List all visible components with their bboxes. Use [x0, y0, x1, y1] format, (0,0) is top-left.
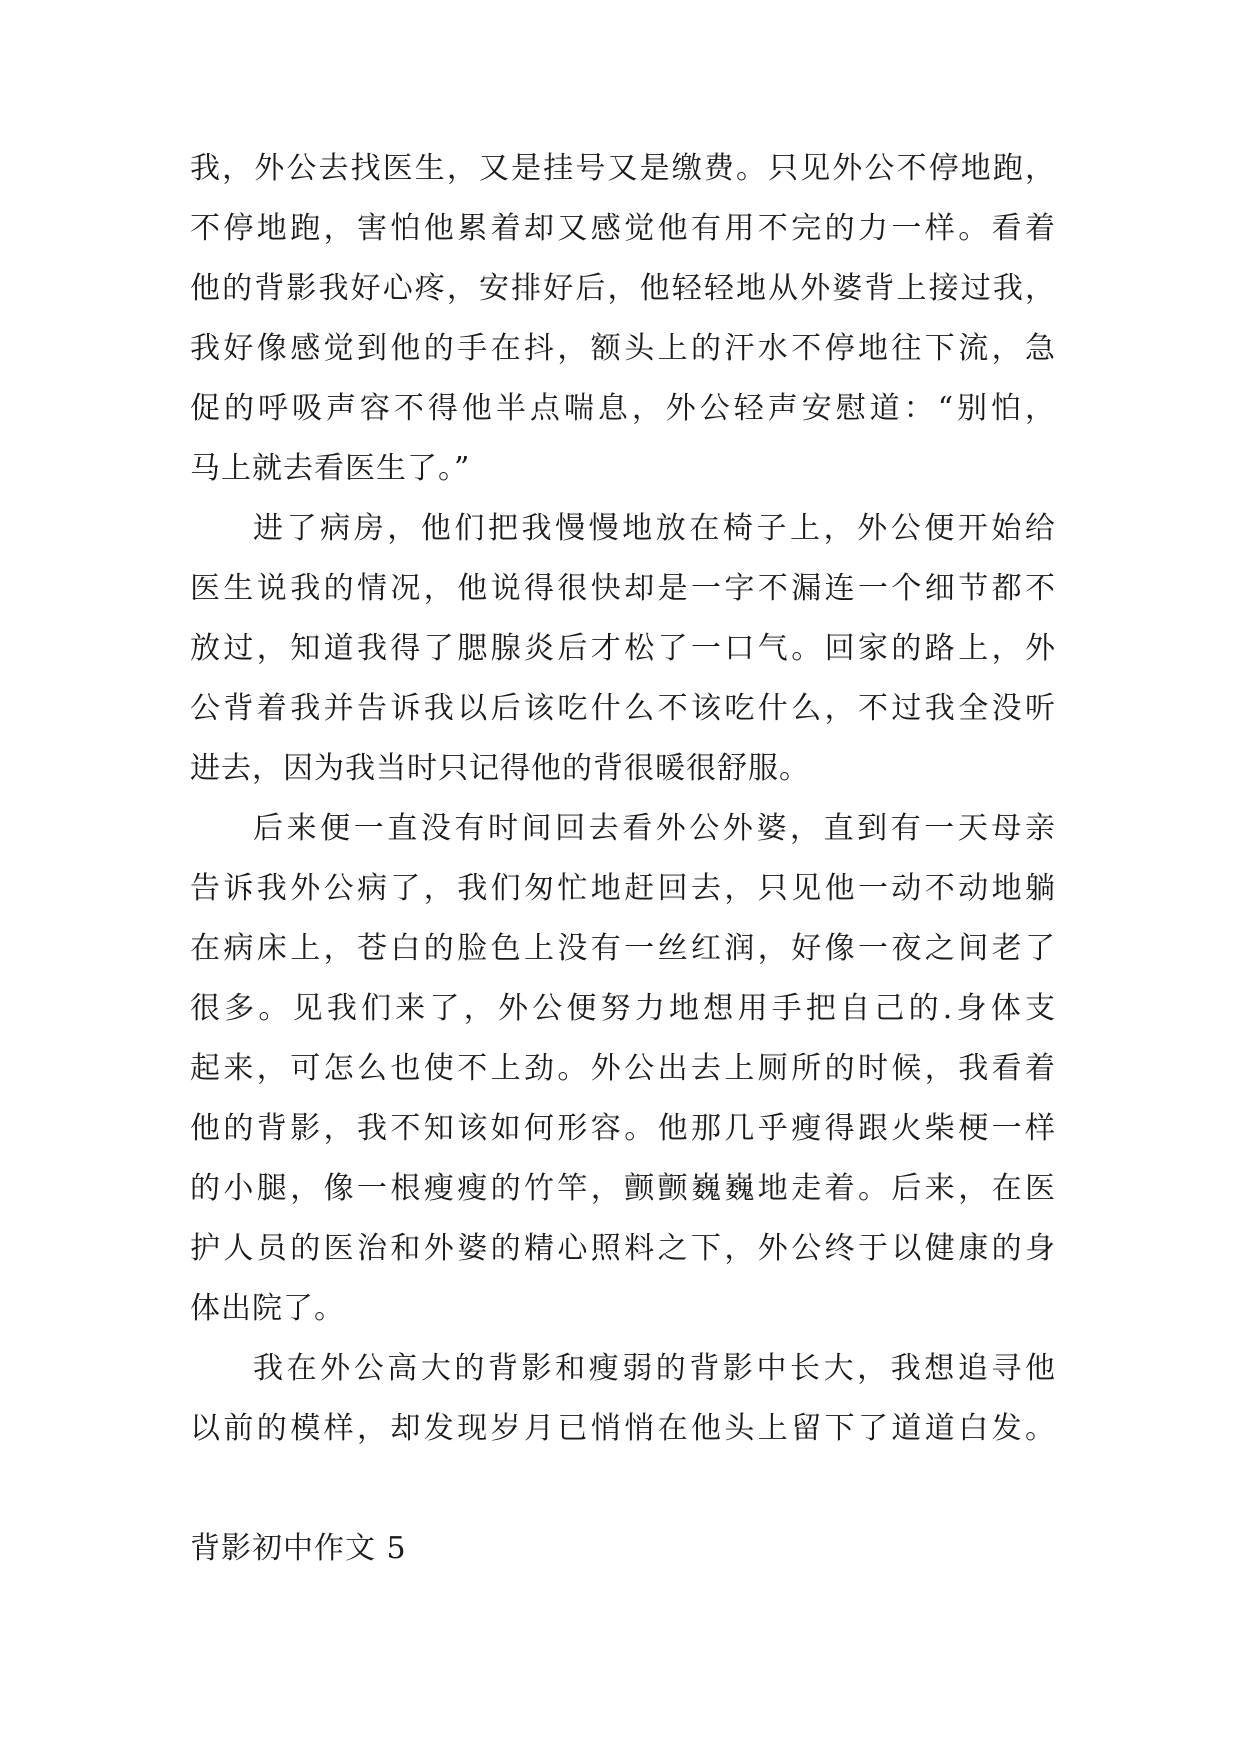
text-line: 马上就去看医生了。” [190, 451, 471, 486]
text-line: 进去，因为我当时只记得他的背很暖很舒服。 [190, 751, 810, 786]
text-line: 他的背影我好心疼，安排好后，他轻轻地从外婆背上接过我， [190, 271, 1056, 306]
text-line: 我，外公去找医生，又是挂号又是缴费。只见外公不停地跑， [190, 151, 1056, 186]
text-line: 放过，知道我得了腮腺炎后才松了一口气。回家的路上，外 [190, 631, 1056, 666]
text-line: 我在外公高大的背影和瘦弱的背影中长大，我想追寻他 [253, 1351, 1056, 1386]
text-line: 我好像感觉到他的手在抖，额头上的汗水不停地往下流，急 [190, 331, 1056, 366]
text-line: 起来，可怎么也使不上劲。外公出去上厕所的时候，我看着 [190, 1051, 1056, 1086]
text-line: 很多。见我们来了，外公便努力地想用手把自己的.身体支 [190, 991, 1056, 1026]
text-line: 不停地跑，害怕他累着却又感觉他有用不完的力一样。看着 [190, 211, 1056, 246]
text-line: 他的背影，我不知该如何形容。他那几乎瘦得跟火柴梗一样 [190, 1111, 1056, 1146]
text-line: 体出院了。 [190, 1291, 345, 1326]
text-line: 后来便一直没有时间回去看外公外婆，直到有一天母亲 [253, 811, 1056, 846]
text-line: 促的呼吸声容不得他半点喘息，外公轻声安慰道：“别怕， [190, 391, 1056, 426]
section-heading: 背影初中作文 5 [190, 1531, 407, 1566]
text-line: 护人员的医治和外婆的精心照料之下，外公终于以健康的身 [190, 1231, 1056, 1266]
text-line: 公背着我并告诉我以后该吃什么不该吃什么，不过我全没听 [190, 691, 1056, 726]
text-line: 进了病房，他们把我慢慢地放在椅子上，外公便开始给 [253, 511, 1056, 546]
text-line: 医生说我的情况，他说得很快却是一字不漏连一个细节都不 [190, 571, 1056, 606]
text-line: 以前的模样，却发现岁月已悄悄在他头上留下了道道白发。 [190, 1411, 1056, 1446]
text-line: 的小腿，像一根瘦瘦的竹竿，颤颤巍巍地走着。后来，在医 [190, 1171, 1056, 1206]
text-line: 在病床上，苍白的脸色上没有一丝红润，好像一夜之间老了 [190, 931, 1056, 966]
text-line: 告诉我外公病了，我们匆忙地赶回去，只见他一动不动地躺 [190, 871, 1056, 906]
